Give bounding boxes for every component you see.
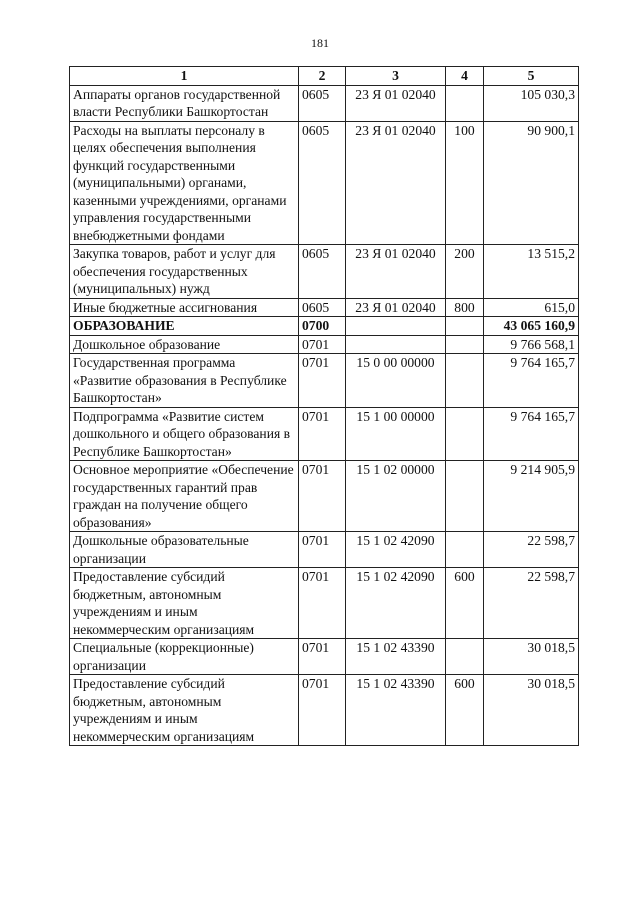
cell-name: Закупка товаров, работ и услуг для обеспечения государственных (муниципальных) нужд (70, 245, 299, 299)
cell-section: 0605 (299, 245, 346, 299)
cell-name: Дошкольное образование (70, 335, 299, 354)
cell-expense-type: 600 (446, 675, 484, 746)
cell-expense-type: 100 (446, 121, 484, 245)
cell-target-article (346, 335, 446, 354)
cell-expense-type (446, 354, 484, 408)
cell-target-article (346, 317, 446, 336)
cell-section: 0701 (299, 407, 346, 461)
cell-name: Расходы на выплаты персоналу в целях обеспечения выполнения функций государственными (муниципальными) органами, казенными учреждениями, органами управления государственными внебюджетными фондами (70, 121, 299, 245)
cell-name: Подпрограмма «Развитие систем дошкольного и общего образования в Республике Башкортостан» (70, 407, 299, 461)
cell-section: 0701 (299, 568, 346, 639)
cell-section: 0605 (299, 121, 346, 245)
cell-amount: 22 598,7 (484, 532, 579, 568)
cell-expense-type (446, 407, 484, 461)
cell-amount: 9 764 165,7 (484, 354, 579, 408)
column-header-section: 2 (299, 67, 346, 86)
cell-target-article: 23 Я 01 02040 (346, 85, 446, 121)
cell-amount: 9 214 905,9 (484, 461, 579, 532)
cell-section: 0701 (299, 335, 346, 354)
cell-target-article: 15 1 02 42090 (346, 568, 446, 639)
cell-amount: 90 900,1 (484, 121, 579, 245)
cell-amount: 9 764 165,7 (484, 407, 579, 461)
table-body (70, 85, 579, 746)
cell-target-article: 15 1 02 00000 (346, 461, 446, 532)
table-row (70, 317, 579, 336)
cell-name: Специальные (коррекционные) организации (70, 639, 299, 675)
cell-expense-type: 600 (446, 568, 484, 639)
cell-expense-type (446, 639, 484, 675)
cell-amount: 30 018,5 (484, 639, 579, 675)
cell-amount: 9 766 568,1 (484, 335, 579, 354)
cell-target-article: 15 1 02 43390 (346, 675, 446, 746)
column-header-type: 4 (446, 67, 484, 86)
cell-name: ОБРАЗОВАНИЕ (70, 317, 299, 336)
cell-target-article: 15 1 02 43390 (346, 639, 446, 675)
table-row (70, 675, 579, 746)
cell-expense-type: 200 (446, 245, 484, 299)
cell-section: 0605 (299, 298, 346, 317)
cell-amount: 13 515,2 (484, 245, 579, 299)
cell-expense-type (446, 335, 484, 354)
column-header-target: 3 (346, 67, 446, 86)
cell-target-article: 23 Я 01 02040 (346, 245, 446, 299)
table-row (70, 639, 579, 675)
budget-table (69, 66, 579, 746)
cell-target-article: 15 1 02 42090 (346, 532, 446, 568)
cell-expense-type (446, 85, 484, 121)
cell-amount: 30 018,5 (484, 675, 579, 746)
table-row (70, 85, 579, 121)
page-number: 181 (311, 36, 329, 50)
column-header-amount: 5 (484, 67, 579, 86)
cell-name: Государственная программа «Развитие образования в Республике Башкортостан» (70, 354, 299, 408)
table-row (70, 121, 579, 245)
cell-amount: 22 598,7 (484, 568, 579, 639)
cell-name: Иные бюджетные ассигнования (70, 298, 299, 317)
cell-amount: 43 065 160,9 (484, 317, 579, 336)
table-row (70, 335, 579, 354)
cell-expense-type (446, 461, 484, 532)
cell-target-article: 15 1 00 00000 (346, 407, 446, 461)
table-header-row (70, 67, 579, 86)
cell-section: 0701 (299, 354, 346, 408)
cell-name: Дошкольные образовательные организации (70, 532, 299, 568)
cell-section: 0701 (299, 639, 346, 675)
column-header-name: 1 (70, 67, 299, 86)
table-row (70, 407, 579, 461)
cell-target-article: 23 Я 01 02040 (346, 121, 446, 245)
table-row (70, 532, 579, 568)
cell-section: 0701 (299, 675, 346, 746)
cell-section: 0700 (299, 317, 346, 336)
cell-name: Предоставление субсидий бюджетным, автономным учреждениям и иным некоммерческим организациям (70, 675, 299, 746)
cell-section: 0605 (299, 85, 346, 121)
table-row (70, 354, 579, 408)
table-row (70, 298, 579, 317)
cell-expense-type (446, 317, 484, 336)
cell-target-article: 15 0 00 00000 (346, 354, 446, 408)
cell-section: 0701 (299, 532, 346, 568)
cell-name: Аппараты органов государственной власти Республики Башкортостан (70, 85, 299, 121)
cell-name: Предоставление субсидий бюджетным, автономным учреждениям и иным некоммерческим организациям (70, 568, 299, 639)
cell-target-article: 23 Я 01 02040 (346, 298, 446, 317)
cell-section: 0701 (299, 461, 346, 532)
cell-expense-type: 800 (446, 298, 484, 317)
cell-amount: 615,0 (484, 298, 579, 317)
table-row (70, 461, 579, 532)
table-row (70, 245, 579, 299)
cell-expense-type (446, 532, 484, 568)
cell-name: Основное мероприятие «Обеспечение государственных гарантий прав граждан на получение общего образования» (70, 461, 299, 532)
cell-amount: 105 030,3 (484, 85, 579, 121)
table-row (70, 568, 579, 639)
